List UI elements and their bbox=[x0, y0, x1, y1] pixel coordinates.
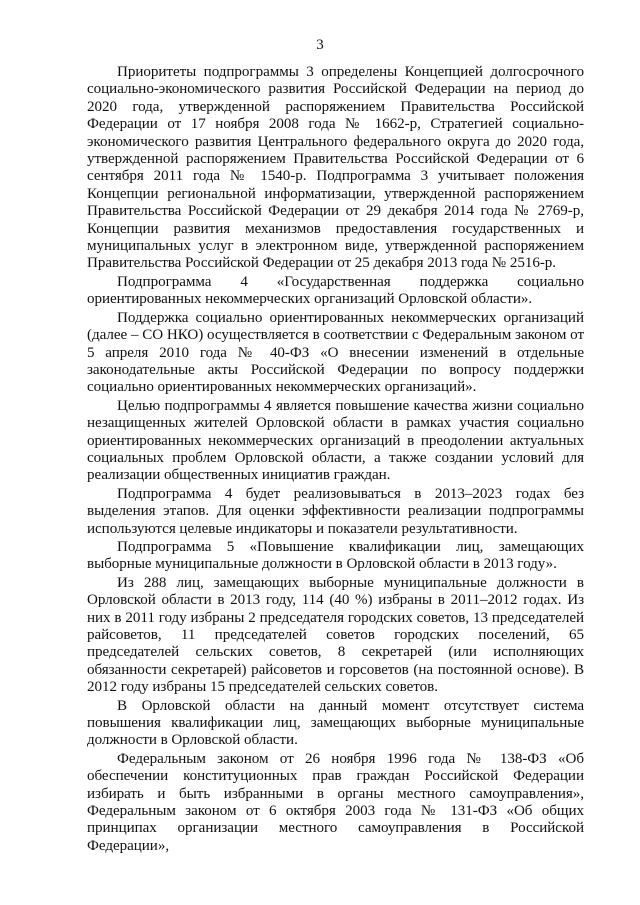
paragraph: Поддержка социально ориентированных некоммерческих организаций (далее – СО НКО) осуществляется в соответствии с Федеральным законом от 5 апреля 2010 года № 40-ФЗ «О внесении изменений в отдельные законодательные акты Российской Федерации по вопросу поддержки социально ориентированных некоммерческих организаций». bbox=[87, 309, 584, 396]
paragraph: Федеральным законом от 26 ноября 1996 года № 138-ФЗ «Об обеспечении конституционных прав граждан Российской Федерации избирать и быть избранными в органы местного самоуправления», Федеральным законом от 6 октября 2003 года № 131-ФЗ «Об общих принципах организации местного самоуправления в Российской Федерации», bbox=[87, 750, 584, 854]
page-number: 3 bbox=[316, 37, 324, 53]
paragraph: В Орловской области на данный момент отсутствует система повышения квалификации лиц, замещающих выборные муниципальные должности в Орловской области. bbox=[87, 697, 584, 749]
paragraph: Подпрограмма 4 будет реализовываться в 2013–2023 годах без выделения этапов. Для оценки эффективности реализации подпрограммы используются целевые индикаторы и показатели результативности. bbox=[87, 485, 584, 537]
paragraph: Из 288 лиц, замещающих выборные муниципальные должности в Орловской области в 2013 году, 114 (40 %) избраны в 2011–2012 годах. Из них в 2011 году избраны 2 председателя городских советов, 13 председателей райсоветов, 11 председателей советов городских поселений, 65 председателей сельских советов, 8 секретарей (или исполняющих обязанности секретарей) райсоветов и горсоветов (на постоянной основе). В 2012 году избраны 15 председателей сельских советов. bbox=[87, 574, 584, 696]
document-body bbox=[87, 64, 584, 856]
paragraph: Подпрограмма 5 «Повышение квалификации лиц, замещающих выборные муниципальные должности в Орловской области в 2013 году». bbox=[87, 538, 584, 573]
paragraph: Приоритеты подпрограммы 3 определены Концепцией долгосрочного социально-экономического развития Российской Федерации на период до 2020 года, утвержденной распоряжением Правительства Российской Федерации от 17 ноября 2008 года № 1662-р, Стратегией социально-экономического развития Центрального федерального округа до 2020 года, утвержденной распоряжением Правительства Российской Федерации от 6 сентября 2011 года № 1540-р. Подпрограмма 3 учитывает положения Концепции региональной информатизации, утвержденной распоряжением Правительства Российской Федерации от 29 декабря 2014 года № 2769-р, Концепции развития механизмов предоставления государственных и муниципальных услуг в электронном виде, утвержденной распоряжением Правительства Российской Федерации от 25 декабря 2013 года № 2516-р. bbox=[87, 64, 584, 272]
paragraph: Целью подпрограммы 4 является повышение качества жизни социально незащищенных жителей Орловской области в рамках участия социально ориентированных некоммерческих организаций в преодолении актуальных социальных проблем Орловской области, а также создании условий для реализации общественных инициатив граждан. bbox=[87, 397, 584, 484]
paragraph: Подпрограмма 4 «Государственная поддержка социально ориентированных некоммерческих организаций Орловской области». bbox=[87, 273, 584, 308]
